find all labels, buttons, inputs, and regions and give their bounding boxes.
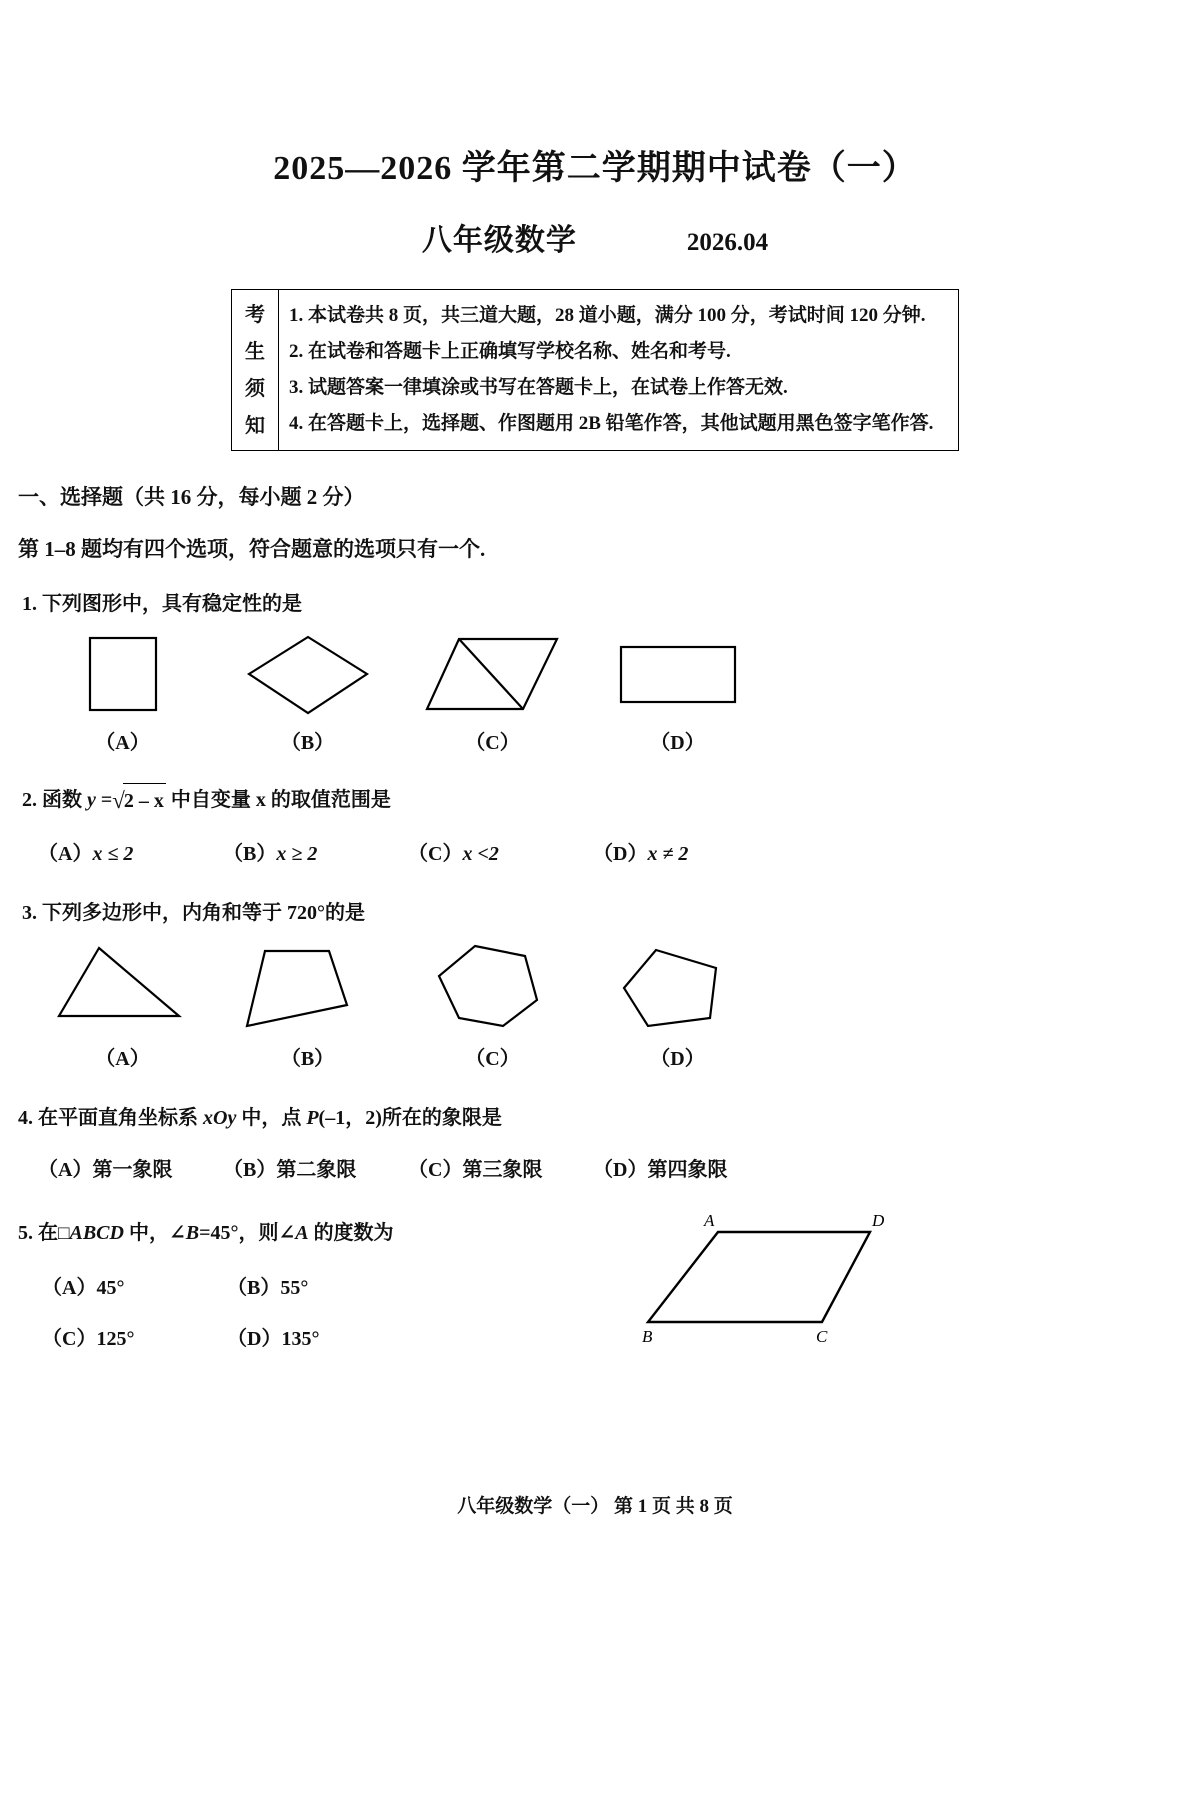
question-4-options — [38, 1153, 1190, 1182]
option-b[interactable] — [223, 1153, 408, 1182]
question-5-angle-b: B — [185, 1222, 200, 1244]
question-4-point-label: P — [306, 1107, 319, 1129]
figure-label: （A） — [95, 732, 150, 754]
vertex-label-d: D — [872, 1211, 885, 1230]
question-4-coordinate-system: xOy — [203, 1107, 237, 1129]
question-5-options-row-2 — [42, 1322, 620, 1351]
option-label: （A） — [38, 843, 93, 865]
option-d[interactable] — [593, 837, 778, 866]
option-a[interactable] — [38, 1153, 223, 1182]
notice-side-char-1: 生 — [245, 340, 265, 363]
question-2-equals: = — [100, 789, 113, 811]
option-c[interactable] — [408, 837, 593, 866]
option-label: （B） — [223, 1159, 277, 1181]
hexagon-shape-icon — [433, 942, 553, 1034]
option-b[interactable] — [223, 837, 408, 866]
quadrilateral-shape-icon — [243, 942, 373, 1034]
parallelogram-abcd-shape-icon — [640, 1210, 900, 1350]
rectangle-shape-icon — [613, 633, 743, 718]
question-5-angle-a: A — [295, 1222, 309, 1244]
option-text: 135° — [281, 1328, 320, 1350]
figure-label: （C） — [465, 1048, 520, 1070]
question-3-stem: 3. 下列多边形中，内角和等于 720°的是 — [22, 902, 365, 924]
figure-option-b — [215, 633, 400, 755]
question-5 — [0, 1211, 1190, 1351]
question-5-text-column — [0, 1216, 620, 1351]
notice-side-char-2: 须 — [245, 377, 265, 400]
option-label: （C） — [408, 1159, 463, 1181]
option-text: x ≤ 2 — [92, 843, 134, 865]
square-shape-icon — [68, 633, 178, 718]
figure-label: （A） — [95, 1048, 150, 1070]
figure-label: （B） — [280, 732, 335, 754]
option-text: x <2 — [462, 843, 499, 865]
question-4-part-a: 4. 在平面直角坐标系 — [18, 1107, 198, 1129]
option-a[interactable] — [38, 837, 223, 866]
page-title: 2025—2026 学年第二学期期中试卷（一） — [273, 150, 917, 187]
option-c[interactable] — [42, 1322, 227, 1351]
notice-item: 1. 本试卷共 8 页，共三道大题，28 道小题，满分 100 分，考试时间 120 分钟. — [289, 305, 926, 326]
option-b[interactable] — [227, 1271, 412, 1300]
question-5-part-a: 5. 在 — [18, 1222, 58, 1244]
figure-option-d — [585, 633, 770, 755]
option-text: 第二象限 — [276, 1159, 357, 1181]
option-text: 第一象限 — [92, 1159, 173, 1181]
option-label: （C） — [42, 1328, 97, 1350]
question-5-part-c: =45°，则∠ — [199, 1222, 296, 1244]
question-3-figures — [30, 942, 1190, 1071]
figure-option-c — [400, 942, 585, 1071]
parallelogram-with-diagonal-shape-icon — [423, 633, 563, 718]
figure-option-b — [215, 942, 400, 1071]
exam-date: 2026.04 — [686, 229, 769, 256]
triangle-shape-icon — [53, 942, 193, 1034]
option-text: 第四象限 — [647, 1159, 728, 1181]
candidate-notice-box — [231, 289, 959, 451]
option-label: （A） — [38, 1159, 93, 1181]
section-one-subheading: 第 1–8 题均有四个选项，符合题意的选项只有一个. — [18, 537, 486, 561]
parallelogram-symbol-icon: □ — [58, 1223, 70, 1244]
vertex-label-c: C — [816, 1327, 828, 1346]
option-d[interactable] — [227, 1322, 412, 1351]
exam-page — [0, 140, 1190, 1818]
option-label: （B） — [227, 1277, 281, 1299]
question-2-stem — [22, 783, 1190, 819]
question-5-quad-name: ABCD — [69, 1222, 124, 1244]
radical-sign-icon: √ — [112, 788, 125, 813]
figure-option-c — [400, 633, 585, 755]
figure-option-a — [30, 633, 215, 755]
option-label: （D） — [227, 1328, 282, 1350]
notice-item: 3. 试题答案一律填涂或书写在答题卡上，在试卷上作答无效. — [289, 377, 788, 398]
square-root-expression — [112, 784, 166, 819]
option-label: （A） — [42, 1277, 97, 1299]
option-text: 45° — [96, 1277, 125, 1299]
question-2-suffix: 中自变量 x 的取值范围是 — [170, 789, 391, 811]
notice-side-char-3: 知 — [245, 414, 265, 437]
question-1-stem: 1. 下列图形中，具有稳定性的是 — [22, 593, 302, 615]
question-4-part-c: (–1，2)所在的象限是 — [318, 1107, 502, 1129]
question-2-options — [38, 837, 1190, 866]
option-text: 55° — [280, 1277, 309, 1299]
figure-option-d — [585, 942, 770, 1071]
option-c[interactable] — [408, 1153, 593, 1182]
vertex-label-a: A — [704, 1211, 715, 1230]
option-text: x ≠ 2 — [647, 843, 689, 865]
notice-item: 4. 在答题卡上，选择题、作图题用 2B 铅笔作答，其他试题用黑色签字笔作答. — [289, 413, 934, 434]
option-label: （D） — [593, 843, 648, 865]
question-2-variable-y: y — [87, 789, 96, 811]
option-d[interactable] — [593, 1153, 778, 1182]
vertex-label-b: B — [642, 1327, 653, 1346]
question-5-part-b: 中，∠ — [128, 1222, 186, 1244]
page-footer: 八年级数学（一） 第 1 页 共 8 页 — [457, 1496, 733, 1517]
option-label: （B） — [223, 843, 277, 865]
question-2-radicand: 2 – x — [123, 783, 166, 818]
option-text: 第三象限 — [462, 1159, 543, 1181]
pentagon-shape-icon — [618, 942, 738, 1034]
question-5-part-d: 的度数为 — [313, 1222, 394, 1244]
option-text: 125° — [96, 1328, 135, 1350]
notice-side-label — [232, 290, 279, 450]
figure-option-a — [30, 942, 215, 1071]
question-5-stem — [18, 1216, 620, 1251]
rhombus-shape-icon — [243, 633, 373, 718]
subject-title: 八年级数学 — [421, 224, 577, 257]
option-label: （C） — [408, 843, 463, 865]
figure-label: （D） — [650, 732, 705, 754]
question-5-figure — [640, 1210, 900, 1350]
notice-side-char-0: 考 — [245, 303, 265, 326]
question-5-options-row-1 — [42, 1271, 620, 1300]
figure-label: （D） — [650, 1048, 705, 1070]
question-1-figures — [30, 633, 1190, 755]
section-one-heading: 一、选择题（共 16 分，每小题 2 分） — [18, 485, 365, 509]
option-label: （D） — [593, 1159, 648, 1181]
figure-label: （C） — [465, 732, 520, 754]
question-4-part-b: 中，点 — [241, 1107, 302, 1129]
question-2-prefix: 2. 函数 — [22, 789, 82, 811]
figure-label: （B） — [280, 1048, 335, 1070]
subject-date-row — [0, 215, 1190, 259]
option-text: x ≥ 2 — [276, 843, 318, 865]
notice-item: 2. 在试卷和答题卡上正确填写学校名称、姓名和考号. — [289, 341, 731, 362]
option-a[interactable] — [42, 1271, 227, 1300]
notice-items — [279, 290, 958, 450]
question-4-stem — [18, 1101, 1190, 1135]
